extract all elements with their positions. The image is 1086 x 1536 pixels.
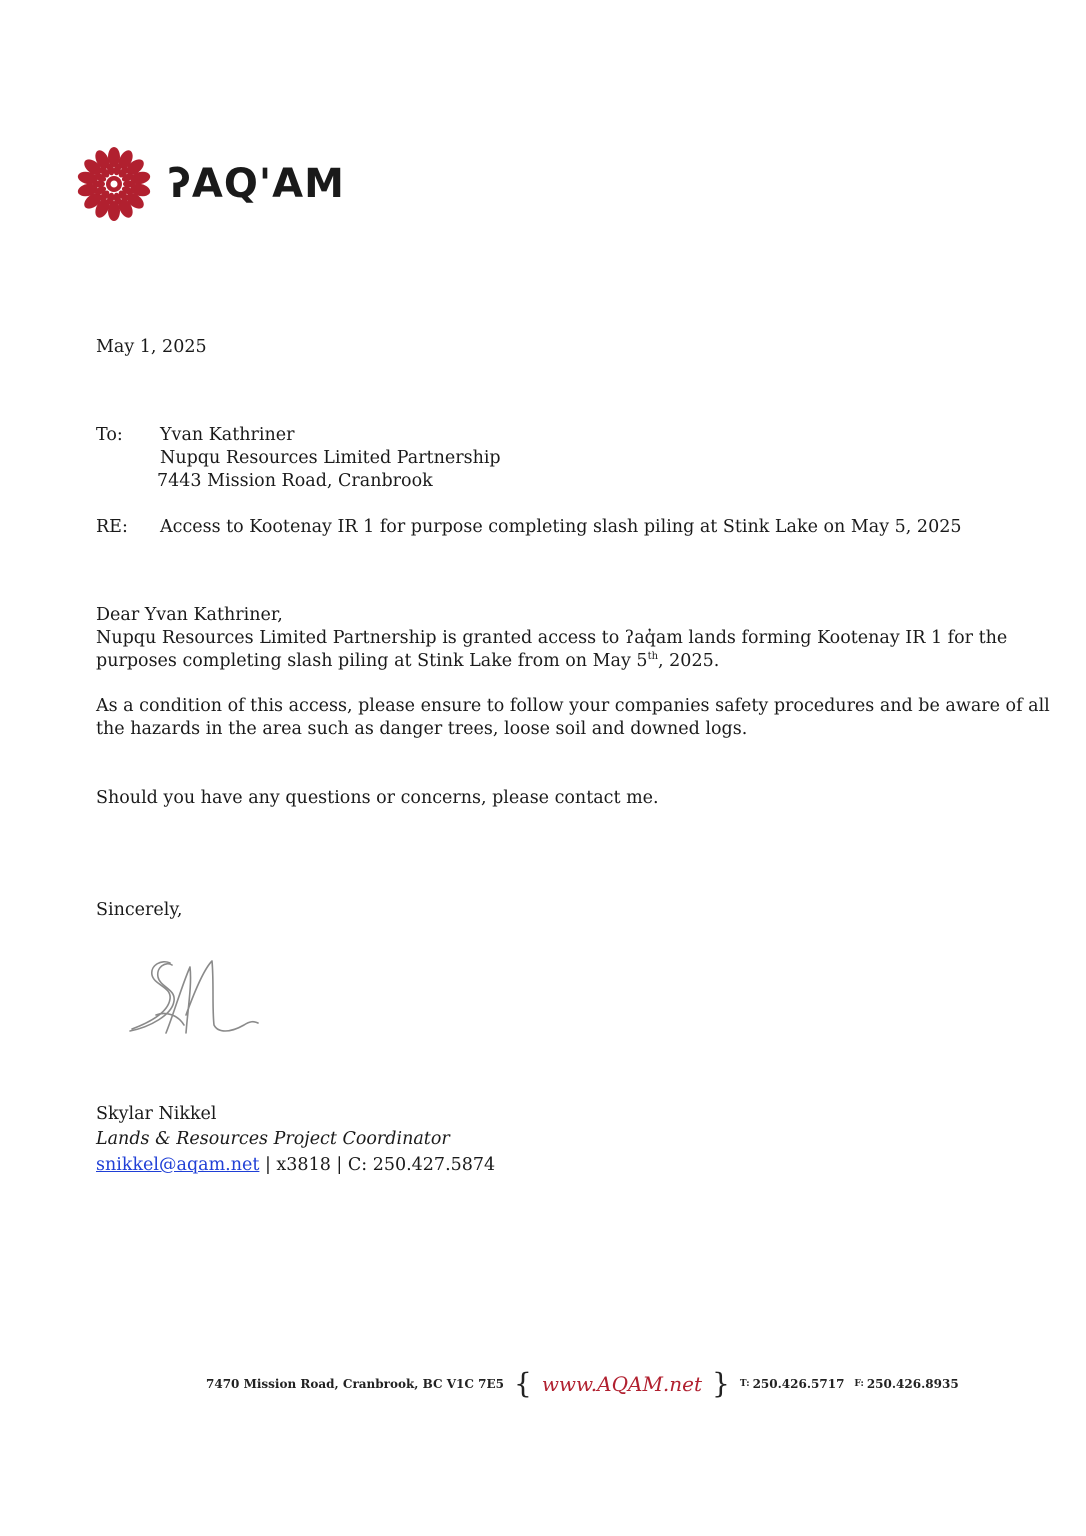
- footer-fax: 250.426.8935: [866, 1377, 959, 1391]
- subject-line: Access to Kootenay IR 1 for purpose completing slash piling at Stink Lake on May 5, 2025: [160, 517, 962, 537]
- letterhead-footer: [206, 1367, 959, 1400]
- signer-phone-info: | x3818 | C: 250.427.5874: [259, 1155, 496, 1175]
- para1-line2-start: purposes completing slash piling at Stink Lake from on May 5: [96, 651, 648, 671]
- footer-fax-label: F:: [854, 1379, 864, 1389]
- to-label: To:: [96, 425, 123, 445]
- body-paragraph-1-line-1: Nupqu Resources Limited Partnership is granted access to ʔaq̓am lands forming Kootenay IR 1 for the: [96, 628, 1008, 648]
- footer-phone-label: T:: [739, 1379, 750, 1389]
- signer-name: Skylar Nikkel: [96, 1104, 217, 1124]
- footer-phone: 250.426.5717: [752, 1377, 845, 1391]
- body-paragraph-2-line-1: As a condition of this access, please ensure to follow your companies safety procedures and be aware of all: [96, 696, 1050, 716]
- logo-wordmark: ʔAQ'AM: [168, 161, 345, 207]
- footer-address: 7470 Mission Road, Cranbrook, BC V1C 7E5: [206, 1377, 504, 1391]
- signer-title: Lands & Resources Project Coordinator: [96, 1129, 450, 1149]
- footer-brace-right: }: [712, 1367, 730, 1400]
- re-label: RE:: [96, 517, 128, 537]
- organization-logo: [74, 144, 345, 224]
- footer-brace-left: {: [513, 1367, 532, 1400]
- ordinal-suffix: th: [647, 651, 659, 663]
- body-paragraph-1-line-2: [96, 650, 719, 673]
- closing: Sincerely,: [96, 900, 183, 920]
- signer-email-link[interactable]: snikkel@aqam.net: [96, 1155, 260, 1175]
- salutation: Dear Yvan Kathriner,: [96, 605, 283, 625]
- letter-date: May 1, 2025: [96, 337, 207, 357]
- flower-logo-icon: [74, 144, 154, 224]
- body-paragraph-2-line-2: the hazards in the area such as danger trees, loose soil and downed logs.: [96, 719, 748, 739]
- para1-line2-end: , 2025.: [658, 651, 720, 671]
- handwritten-signature: [126, 955, 266, 1050]
- body-paragraph-3: Should you have any questions or concerns, please contact me.: [96, 788, 659, 808]
- recipient-name: Yvan Kathriner: [160, 425, 295, 445]
- recipient-company: Nupqu Resources Limited Partnership: [160, 448, 501, 468]
- recipient-address: 7443 Mission Road, Cranbrook: [157, 471, 433, 491]
- footer-website-link[interactable]: www.AQAM.net: [541, 1372, 703, 1396]
- signer-contact-line: [96, 1154, 495, 1177]
